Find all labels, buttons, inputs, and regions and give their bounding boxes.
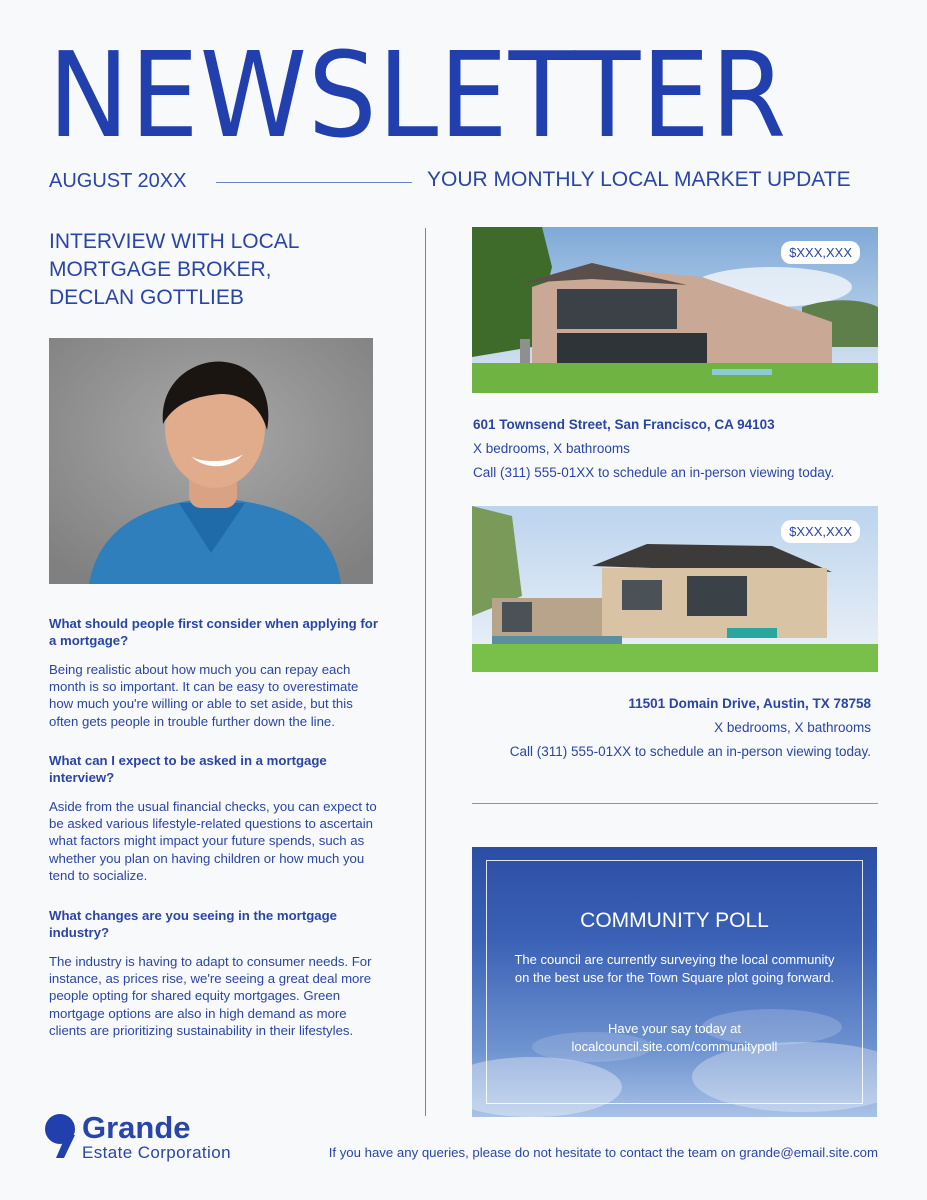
interview-answer: Aside from the usual financial checks, you can expect to be asked various lifestyle-related questions to ascertain what factors might impact your future spends, such as whether you plan on having children or how much you tend to socialize. [49, 799, 377, 883]
brand-subtitle: Estate Corporation [82, 1143, 231, 1162]
qa-block-3 [49, 907, 384, 1039]
interview-question: What should people first consider when applying for a mortgage? [49, 616, 378, 648]
issue-date: AUGUST 20XX [49, 170, 187, 192]
interview-question: What changes are you seeing in the mortgage industry? [49, 908, 337, 940]
interview-answer: Being realistic about how much you can repay each month is so important. It can be easy to overestimate how much you're willing or able to set aside, but this often gets people in trouble further down the line. [49, 662, 359, 729]
brand-name: Grande [82, 1110, 191, 1145]
poll-description: The council are currently surveying the local community on the best use for the Town Square plot going forward. [514, 952, 835, 985]
listing-details-1 [473, 413, 834, 485]
broker-portrait-photo [49, 338, 373, 584]
interview-question: What can I expect to be asked in a mortgage interview? [49, 753, 327, 785]
interview-answer: The industry is having to adapt to consumer needs. For instance, as prices rise, we're seeing a great deal more people opting for shared equity mortgages. Green mortgage options are also in high demand as more clients are prioritizing sustainability in their lifestyles. [49, 954, 372, 1038]
header-divider [216, 182, 412, 183]
interview-heading [49, 228, 379, 312]
newsletter-title: NEWSLETTER [48, 26, 788, 164]
interview-heading-line: DECLAN GOTTLIEB [49, 286, 244, 309]
qa-block-1 [49, 615, 384, 730]
poll-title: COMMUNITY POLL [580, 909, 769, 932]
community-poll-card [472, 847, 877, 1117]
qa-block-2 [49, 752, 384, 884]
newsletter-tagline: YOUR MONTHLY LOCAL MARKET UPDATE [427, 168, 851, 191]
poll-cta-text: Have your say today at [608, 1021, 741, 1036]
interview-heading-line: MORTGAGE BROKER, [49, 258, 272, 281]
column-divider [425, 228, 426, 1116]
listing-address: 601 Townsend Street, San Francisco, CA 94103 [473, 417, 775, 432]
listing-rooms: X bedrooms, X bathrooms [473, 441, 630, 456]
listing-address: 11501 Domain Drive, Austin, TX 78758 [628, 696, 871, 711]
price-badge: $XXX,XXX [781, 520, 860, 543]
poll-link[interactable]: localcouncil.site.com/communitypoll [571, 1038, 778, 1054]
price-badge: $XXX,XXX [781, 241, 860, 264]
listing-rooms: X bedrooms, X bathrooms [714, 720, 871, 735]
listing-photo-2 [472, 506, 878, 672]
listing-call: Call (311) 555-01XX to schedule an in-person viewing today. [509, 744, 871, 759]
interview-heading-line: INTERVIEW WITH LOCAL [49, 230, 300, 253]
poll-call-to-action [512, 1020, 837, 1055]
grande-logo-icon [44, 1113, 76, 1159]
listing-call: Call (311) 555-01XX to schedule an in-person viewing today. [473, 465, 835, 480]
section-divider [472, 803, 878, 804]
contact-note: If you have any queries, please do not hesitate to contact the team on grande@email.site.com [328, 1145, 878, 1160]
listing-details-2 [510, 692, 871, 764]
listing-photo-1 [472, 227, 878, 393]
